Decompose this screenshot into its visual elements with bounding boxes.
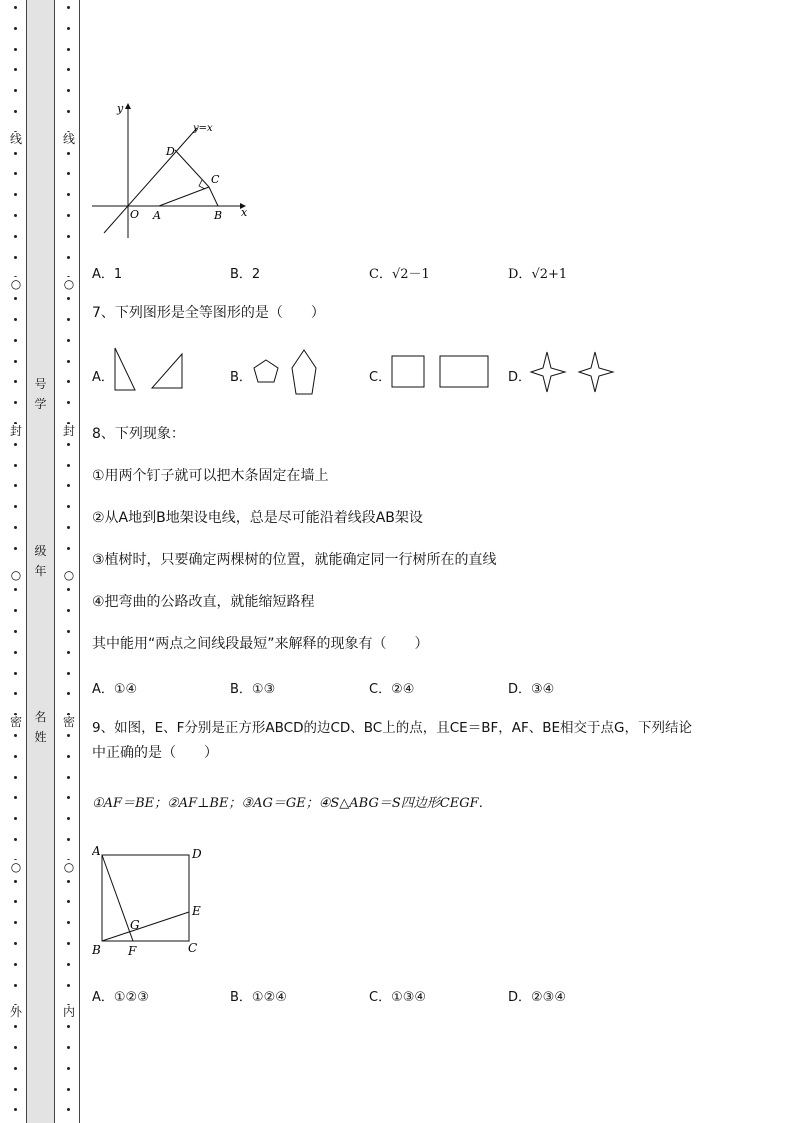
seal-dot	[14, 776, 17, 779]
label-O: O	[130, 208, 140, 221]
seal-dot	[14, 152, 17, 155]
seal-circle: ○	[59, 860, 79, 874]
label-ming: 名	[34, 710, 47, 724]
label-line-yx: y=x	[193, 123, 213, 134]
seal-circle: ○	[6, 860, 26, 874]
seal-dot	[67, 339, 70, 342]
q8-question: 其中能用“两点之间线段最短”来解释的现象有（ ）	[92, 636, 429, 652]
seal-dot	[67, 318, 70, 321]
seal-dot	[67, 68, 70, 71]
seal-dot	[67, 505, 70, 508]
seal-dot	[14, 817, 17, 820]
label-y: y	[117, 102, 124, 115]
right-triangle	[115, 348, 135, 390]
seal-dot	[67, 360, 70, 363]
q8-option-b[interactable]: B．①③	[230, 682, 276, 697]
q6-option-a[interactable]: A．1	[92, 267, 123, 282]
seal-dot	[14, 401, 17, 404]
seal-dot	[14, 1046, 17, 1049]
seal-dot	[14, 900, 17, 903]
label-E: E	[192, 904, 201, 918]
seal-dot	[67, 484, 70, 487]
seal-dot	[14, 48, 17, 51]
seal-circle: ○	[59, 277, 79, 291]
q7-option-a-label[interactable]: A．	[92, 370, 114, 385]
right-triangle	[152, 354, 182, 388]
q9-option-c[interactable]: C．①③④	[369, 990, 427, 1005]
q6-option-d[interactable]: D．√2+1	[508, 267, 568, 282]
seal-dot	[14, 339, 17, 342]
seal-dot	[67, 1067, 70, 1070]
q7-option-a-figure	[112, 346, 187, 392]
segment-AC	[159, 187, 209, 206]
seal-circle: ○	[59, 568, 79, 582]
seal-dot	[14, 214, 17, 217]
binding-margin	[0, 0, 82, 1123]
seal-dot	[67, 942, 70, 945]
q7-option-b-figure	[252, 348, 322, 398]
q8-option-d[interactable]: D．③④	[508, 682, 555, 697]
margin-border-line	[79, 0, 80, 1123]
q7-stem: 7、下列图形是全等图形的是（ ）	[92, 305, 325, 321]
seal-mark-xian: 线	[6, 132, 26, 146]
seal-dot	[67, 193, 70, 196]
seal-dot	[67, 984, 70, 987]
label-nian: 年	[34, 564, 47, 578]
seal-dot	[14, 734, 17, 737]
seal-mark-xian: 线	[59, 132, 79, 146]
seal-dot	[67, 672, 70, 675]
seal-dot	[14, 921, 17, 924]
seal-dot	[67, 838, 70, 841]
q9-option-b[interactable]: B．①②④	[230, 990, 287, 1005]
q9-option-a[interactable]: A．①②③	[92, 990, 149, 1005]
seal-dot	[14, 984, 17, 987]
square-ABCD	[102, 855, 189, 941]
inner-seal-line	[59, 0, 79, 1123]
segment-AF	[102, 855, 133, 941]
q8-item-3: ③植树时，只要确定两棵树的位置，就能确定同一行树所在的直线	[92, 552, 497, 568]
seal-dot	[14, 796, 17, 799]
seal-dot	[14, 360, 17, 363]
q7-option-c-figure	[390, 354, 492, 390]
segment-DC	[175, 150, 209, 187]
seal-dot	[14, 755, 17, 758]
seal-dot	[14, 68, 17, 71]
q8-item-1: ①用两个钉子就可以把木条固定在墙上	[92, 468, 329, 484]
seal-dot	[14, 838, 17, 841]
four-point-star	[579, 352, 613, 392]
seal-dot	[14, 547, 17, 550]
seal-dot	[14, 235, 17, 238]
seal-mark-feng: 封	[6, 424, 26, 438]
seal-dot	[67, 464, 70, 467]
label-A: A	[153, 209, 161, 222]
seal-dot	[67, 921, 70, 924]
label-A: A	[92, 844, 101, 858]
seal-dot	[67, 48, 70, 51]
segment-BE	[102, 912, 189, 941]
seal-dot	[14, 942, 17, 945]
seal-dot	[14, 380, 17, 383]
seal-dot	[67, 214, 70, 217]
label-C: C	[211, 173, 220, 186]
label-G: G	[130, 918, 140, 932]
seal-dot	[67, 172, 70, 175]
label-D: D	[166, 145, 175, 158]
label-F: F	[128, 944, 137, 958]
seal-dot	[67, 1046, 70, 1049]
seal-dot	[67, 1025, 70, 1028]
seal-circle: ○	[6, 277, 26, 291]
q8-stem: 8、下列现象：	[92, 426, 185, 442]
seal-dot	[67, 256, 70, 259]
label-B: B	[92, 943, 101, 957]
seal-dot	[14, 526, 17, 529]
seal-dot	[14, 651, 17, 654]
seal-dot	[14, 110, 17, 113]
seal-mark-feng: 封	[59, 424, 79, 438]
seal-dot	[14, 193, 17, 196]
seal-mark-mi: 密	[6, 715, 26, 729]
q7-option-b-label[interactable]: B．	[230, 370, 252, 385]
label-xing: 姓	[34, 730, 47, 744]
seal-dot	[14, 172, 17, 175]
four-point-star	[531, 352, 565, 392]
seal-dot	[67, 547, 70, 550]
seal-dot	[67, 27, 70, 30]
q6-option-c[interactable]: C．√2－1	[369, 267, 430, 282]
seal-dot	[14, 484, 17, 487]
seal-dot	[67, 526, 70, 529]
square-figure	[92, 842, 212, 960]
seal-dot	[67, 609, 70, 612]
seal-dot	[67, 380, 70, 383]
seal-dot	[14, 588, 17, 591]
seal-dot	[67, 297, 70, 300]
seal-dot	[14, 27, 17, 30]
seal-dot	[67, 152, 70, 155]
seal-dot	[67, 734, 70, 737]
tall-pentagon	[292, 350, 316, 394]
q9-stem-line1: 9、如图，E、F分别是正方形ABCD的边CD、BC上的点，且CE＝BF，AF、BE相交于点G，下列结论	[92, 720, 692, 736]
seal-dot	[67, 692, 70, 695]
seal-dot	[67, 588, 70, 591]
seal-dot	[14, 464, 17, 467]
rectangle	[440, 356, 488, 387]
seal-dot	[14, 672, 17, 675]
label-D: D	[192, 847, 202, 861]
student-info-strip	[26, 0, 55, 1123]
seal-mark-mi: 密	[59, 715, 79, 729]
seal-dot	[14, 318, 17, 321]
seal-dot	[67, 6, 70, 9]
seal-dot	[14, 880, 17, 883]
seal-dot	[14, 297, 17, 300]
q7-option-d-figure	[529, 350, 615, 394]
seal-dot	[67, 401, 70, 404]
q7-option-d-label[interactable]: D．	[508, 370, 532, 385]
label-ji: 级	[34, 544, 47, 558]
seal-dot	[67, 110, 70, 113]
outer-seal-line	[6, 0, 26, 1123]
q8-item-4: ④把弯曲的公路改直，就能缩短路程	[92, 594, 315, 610]
label-x: x	[241, 206, 248, 219]
seal-dot	[14, 609, 17, 612]
seal-dot	[14, 89, 17, 92]
square	[392, 356, 424, 387]
q7-option-c-label[interactable]: C．	[369, 370, 392, 385]
seal-dot	[14, 505, 17, 508]
seal-dot	[67, 900, 70, 903]
label-hao: 号	[34, 377, 47, 391]
label-C: C	[188, 941, 198, 955]
seal-dot	[67, 755, 70, 758]
seal-circle: ○	[6, 568, 26, 582]
q9-conclusions: ①AF＝BE；②AF⊥BE；③AG＝GE；④S△ABG＝S四边形CEGF．	[92, 796, 492, 811]
seal-dot	[67, 89, 70, 92]
seal-dot	[14, 963, 17, 966]
seal-dot	[14, 630, 17, 633]
seal-dot	[14, 1088, 17, 1091]
seal-dot	[67, 1108, 70, 1111]
seal-mark-wai: 外	[6, 1005, 26, 1019]
q9-option-d[interactable]: D．②③④	[508, 990, 566, 1005]
line-y-equals-x	[104, 128, 197, 233]
seal-dot	[14, 1067, 17, 1070]
seal-dot	[67, 235, 70, 238]
small-pentagon	[254, 360, 278, 382]
segment-CB	[209, 187, 218, 206]
seal-dot	[14, 1025, 17, 1028]
seal-dot	[67, 963, 70, 966]
seal-dot	[67, 651, 70, 654]
q8-option-c[interactable]: C．②④	[369, 682, 415, 697]
q6-option-b[interactable]: B．2	[230, 267, 261, 282]
q8-option-a[interactable]: A．①④	[92, 682, 138, 697]
seal-mark-nei: 内	[59, 1005, 79, 1019]
label-xue: 学	[34, 397, 47, 411]
seal-dot	[67, 796, 70, 799]
seal-dot	[14, 1108, 17, 1111]
seal-dot	[14, 6, 17, 9]
seal-dot	[14, 256, 17, 259]
seal-dot	[67, 443, 70, 446]
label-B: B	[214, 209, 223, 222]
q8-item-2: ②从A地到B地架设电线，总是尽可能沿着线段AB架设	[92, 510, 423, 526]
seal-dot	[67, 1088, 70, 1091]
seal-dot	[67, 880, 70, 883]
seal-dot	[14, 692, 17, 695]
q9-stem-line2: 中正确的是（ ）	[92, 745, 218, 761]
seal-dot	[67, 817, 70, 820]
seal-dot	[67, 630, 70, 633]
seal-dot	[67, 776, 70, 779]
coordinate-figure	[92, 98, 257, 240]
seal-dot	[14, 443, 17, 446]
